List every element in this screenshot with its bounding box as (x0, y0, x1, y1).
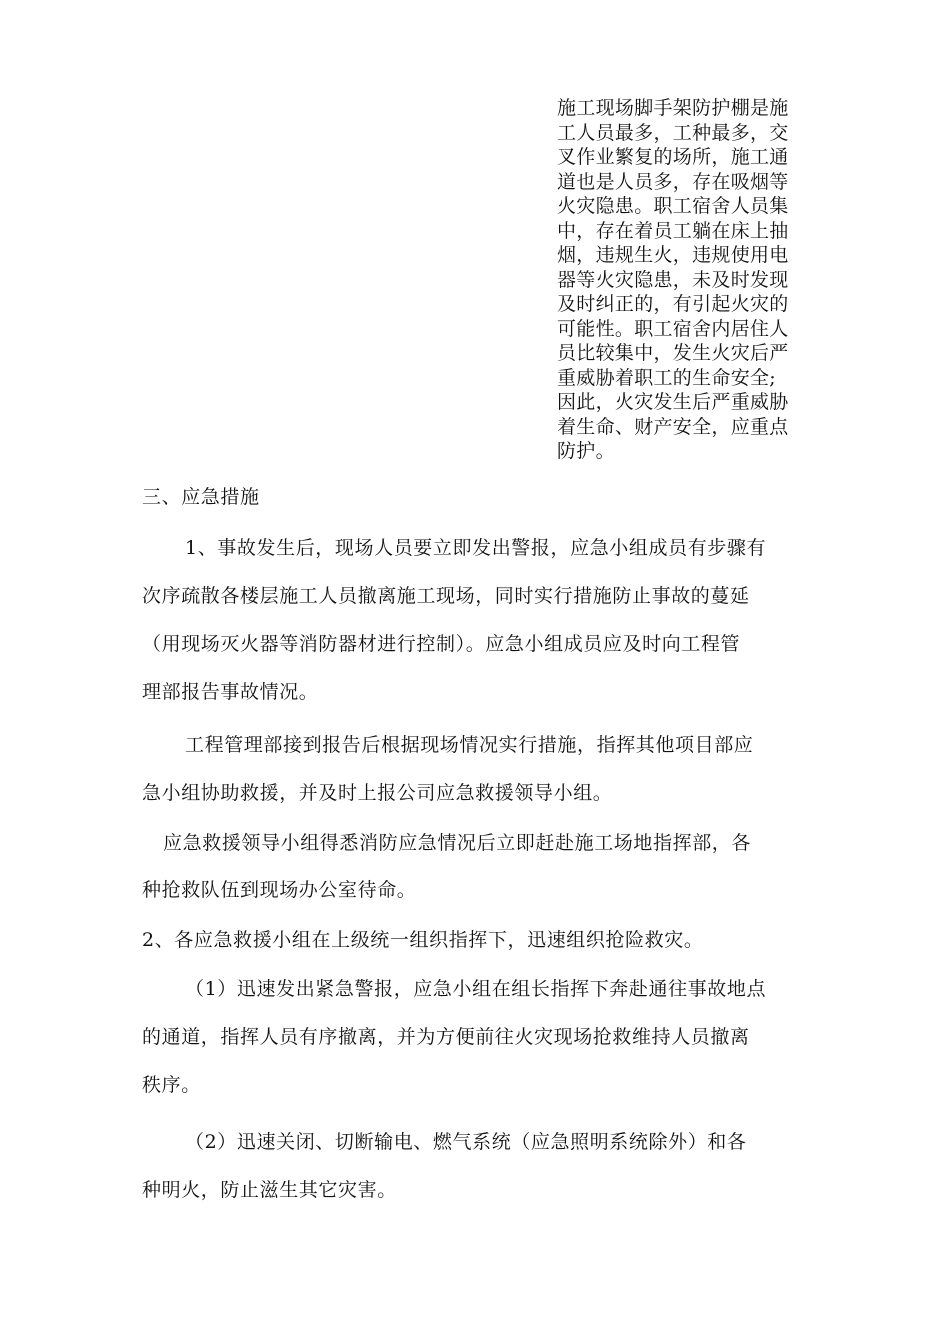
risk-line: 及时纠正的，有引起火灾的 (557, 293, 789, 315)
paragraph-line: 1、事故发生后，现场人员要立即发出警报，应急小组成员有步骤有 (185, 537, 767, 559)
risk-line: 施工现场脚手架防护棚是施 (557, 97, 789, 119)
paragraph-line: 理部报告事故情况。 (142, 681, 319, 703)
risk-line: 烟，违规生火，违规使用电 (557, 244, 789, 266)
paragraph-line: 秩序。 (142, 1074, 201, 1096)
paragraph-line: 急小组协助救援，并及时上报公司应急救援领导小组。 (142, 782, 613, 804)
paragraph-line: 2、各应急救援小组在上级统一组织指挥下，迅速组织抢险救灾。 (142, 929, 704, 951)
risk-line: 火灾隐患。职工宿舍人员集 (557, 195, 789, 217)
risk-description-block (557, 96, 815, 464)
risk-line: 工人员最多，工种最多，交 (557, 121, 789, 144)
risk-line: 可能性。职工宿舍内居住人 (557, 317, 789, 340)
risk-line: 重威胁着职工的生命安全; (557, 366, 777, 389)
risk-line: 着生命、财产安全，应重点 (557, 415, 789, 438)
paragraph-line: （2）迅速关闭、切断输电、燃气系统（应急照明系统除外）和各 (185, 1131, 747, 1153)
risk-line: 道也是人员多，存在吸烟等 (557, 170, 789, 193)
paragraph-line: 种明火，防止滋生其它灾害。 (142, 1179, 397, 1201)
paragraph-line: 工程管理部接到报告后根据现场情况实行措施，指挥其他项目部应 (185, 734, 754, 756)
paragraph-line: 种抢救队伍到现场办公室待命。 (142, 879, 417, 901)
risk-line: 器等火灾隐患，未及时发现 (557, 268, 789, 291)
risk-line: 员比较集中，发生火灾后严 (557, 342, 789, 364)
risk-line: 防护。 (557, 440, 615, 462)
paragraph-line: （用现场灭火器等消防器材进行控制）。应急小组成员应及时向工程管 (142, 633, 741, 655)
paragraph-line: 应急救援领导小组得悉消防应急情况后立即赶赴施工场地指挥部，各 (163, 832, 752, 854)
section-heading: 三、应急措施 (142, 486, 260, 508)
paragraph-line: （1）迅速发出紧急警报，应急小组在组长指挥下奔赴通往事故地点 (185, 978, 767, 1000)
paragraph-line: 次序疏散各楼层施工人员撤离施工现场，同时实行措施防止事故的蔓延 (142, 585, 750, 607)
risk-line: 因此，火灾发生后严重威胁 (557, 391, 789, 413)
risk-line: 叉作业繁复的场所，施工通 (557, 146, 789, 168)
risk-line: 中，存在着员工躺在床上抽 (557, 219, 789, 242)
paragraph-line: 的通道，指挥人员有序撤离，并为方便前往火灾现场抢救维持人员撤离 (142, 1026, 750, 1048)
